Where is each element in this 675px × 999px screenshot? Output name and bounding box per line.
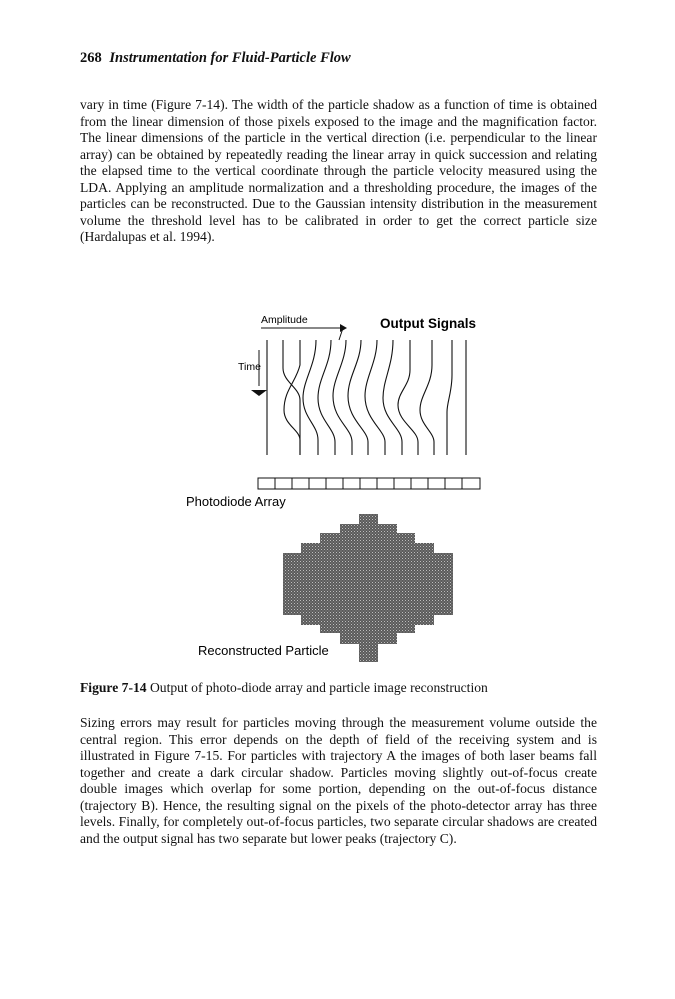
output-signal-traces [267, 340, 466, 455]
figure-caption-text: Output of photo-diode array and particle image reconstruction [149, 680, 488, 695]
photodiode-array [258, 478, 480, 489]
signal-trace-4 [303, 340, 318, 455]
body-paragraph-1: vary in time (Figure 7-14). The width of the particle shadow as a function of time is obtained from the linear dimension of those pixels exposed to the image and the magnification factor. The linear dimensions of the particle in the vertical direction (i.e. perpendicular to the linear array) can be obtained by repeatedly reading the linear array in quick succession and relating the elapsed time to the vertical coordinate through the particle velocity measured using the LDA. Applying an amplitude normalization and a thresholding procedure, the images of the particles can be reconstructed. Due to the Gaussian intensity distribution in the measurement volume the threshold level has to be calibrated in order to get the correct particle size (Hardalupas et al. 1994). [80, 97, 597, 244]
body-paragraph-2: Sizing errors may result for particles moving through the measurement volume outside the central region. This error depends on the depth of field of the receiving system and is illustrated in Figure 7-15. For particles with trajectory A the images of both laser beams fall together and create a dark circular shadow. Particles moving slightly out-of-focus create double images which overlap for some portion, depending on the out-of-focus distance (trajectory B). Hence, the resulting signal on the pixels of the photo-detector array has three levels. Finally, for completely out-of-focus particles, two separate circular shadows are created and the output signal has two separate but lower peaks (trajectory C). [80, 715, 597, 846]
signal-trace-11 [420, 340, 434, 455]
amplitude-arrow [261, 314, 347, 340]
time-label: Time [238, 361, 261, 373]
photodiode-array-label: Photodiode Array [186, 494, 286, 509]
figure-caption [80, 680, 488, 696]
reconstructed-particle-label: Reconstructed Particle [198, 643, 329, 658]
amplitude-label: Amplitude [261, 314, 308, 326]
signal-trace-6 [333, 340, 352, 455]
page-number: 268 [80, 50, 102, 66]
reconstructed-particle [283, 514, 453, 662]
signal-trace-5 [318, 340, 335, 455]
time-arrow [238, 350, 267, 396]
signal-trace-3 [284, 340, 300, 455]
output-signals-label: Output Signals [380, 316, 476, 331]
figure-caption-label: Figure 7-14 [80, 680, 147, 695]
signal-trace-12 [447, 340, 452, 455]
signal-trace-8 [365, 340, 385, 455]
running-title: Instrumentation for Fluid-Particle Flow [109, 50, 351, 66]
